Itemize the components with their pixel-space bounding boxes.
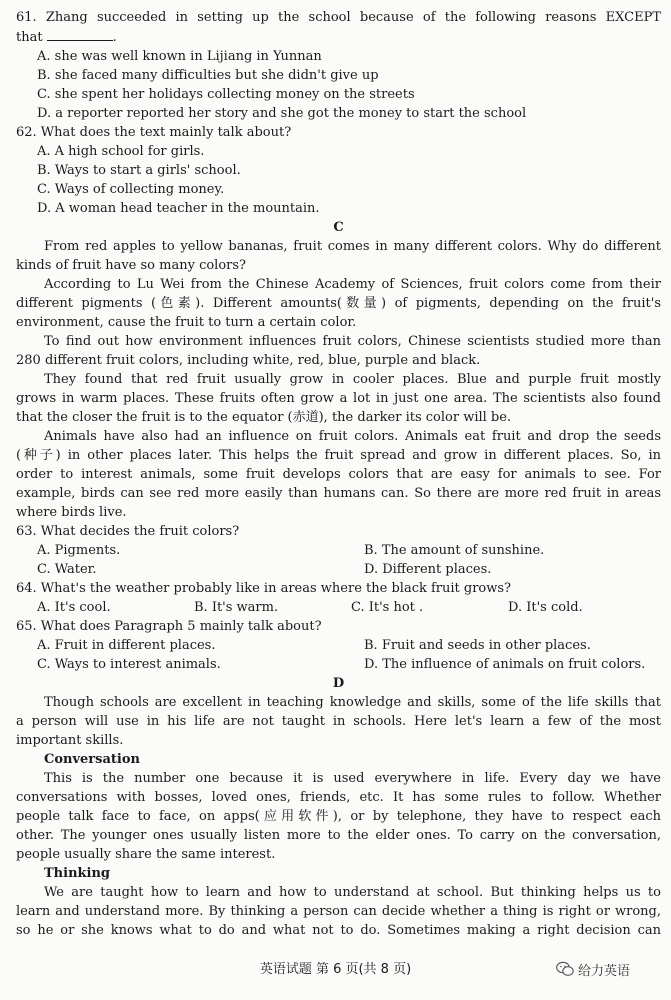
thinking-line: learn and understand more. By thinking a person can decide whether a thing is right or wrong, — [16, 904, 661, 919]
conversation-line: other. The younger ones usually listen more to the elder ones. To carry on the conversation, — [16, 828, 661, 843]
passage-d-intro-line: important skills. — [16, 733, 124, 748]
q63-options-row1 — [37, 541, 661, 560]
passage-d-intro-line: a person will use in his life are not taught in schools. Here let's learn a few of the most — [16, 714, 661, 729]
page-footer: 英语试题 第 6 页(共 8 页) — [259, 962, 412, 977]
q63-options-row2 — [37, 560, 661, 579]
q65-option-c: C. Ways to interest animals. — [37, 657, 221, 672]
conversation-line: This is the number one because it is used everywhere in life. Every day we have — [44, 771, 661, 786]
q61-option-c: C. she spent her holidays collecting money on the streets — [37, 87, 415, 102]
thinking-line: We are taught how to learn and how to understand at school. But thinking helps us to — [44, 885, 661, 900]
q65-option-d: D. The influence of animals on fruit colors. — [364, 657, 646, 672]
q64-option-d: D. It's cold. — [508, 600, 583, 615]
passage-c-line: (种子) in other places later. This helps the fruit spread and grow in different places. So, in — [16, 448, 661, 463]
watermark-text: 给力英语 — [578, 963, 631, 979]
q61-option-b: B. she faced many difficulties but she didn't give up — [37, 68, 379, 83]
q62-option-a: A. A high school for girls. — [37, 144, 205, 159]
passage-c-line: From red apples to yellow bananas, fruit comes in many different colors. Why do different — [44, 239, 661, 254]
conversation-line: conversations with bosses, loved ones, friends, etc. It has some rules to follow. Whether — [16, 790, 661, 805]
q63-option-a: A. Pigments. — [37, 543, 121, 558]
q65-options-row2 — [37, 655, 661, 674]
passage-c-line: According to Lu Wei from the Chinese Academy of Sciences, fruit colors come from their — [44, 277, 661, 292]
q62-stem: 62. What does the text mainly talk about? — [16, 125, 292, 140]
q63-option-c: C. Water. — [37, 562, 97, 577]
q61-option-a: A. she was well known in Lijiang in Yunnan — [37, 49, 322, 64]
passage-d-intro-line: Though schools are excellent in teaching knowledge and skills, some of the life skills that — [44, 695, 661, 710]
conversation-line: people usually share the same interest. — [16, 847, 276, 862]
q63-option-d: D. Different places. — [364, 562, 492, 577]
passage-c-line: grows in warm places. These fruits often grow a lot in just one area. The scientists also found — [16, 391, 661, 406]
passage-c-line: To find out how environment influences fruit colors, Chinese scientists studied more than — [44, 334, 661, 349]
q65-stem: 65. What does Paragraph 5 mainly talk about? — [16, 619, 322, 634]
q64-options-row — [37, 598, 661, 617]
passage-c-line: Animals have also had an influence on fruit colors. Animals eat fruit and drop the seeds — [44, 429, 661, 444]
q63-option-b: B. The amount of sunshine. — [364, 543, 545, 558]
q62-option-d: D. A woman head teacher in the mountain. — [37, 201, 320, 216]
section-title-thinking: Thinking — [44, 866, 111, 881]
answer-blank — [47, 28, 113, 41]
q64-option-b: B. It's warm. — [194, 600, 279, 615]
conversation-line: people talk face to face, on apps(应用软件), or by telephone, they have to respect each — [16, 809, 661, 824]
passage-c-line: where birds live. — [16, 505, 127, 520]
q64-stem: 64. What's the weather probably like in areas where the black fruit grows? — [16, 581, 512, 596]
thinking-line: so he or she knows what to do and what not to do. Sometimes making a right decision can — [16, 923, 661, 938]
passage-d-heading: D — [332, 676, 345, 691]
passage-c-heading: C — [333, 220, 344, 235]
watermark — [556, 958, 664, 980]
passage-c-line: order to interest animals, some fruit develops colors that are easy for animals to see. For — [16, 467, 661, 482]
q61-stem-cont: that . — [16, 30, 117, 45]
q65-option-a: A. Fruit in different places. — [37, 638, 216, 653]
passage-c-line: example, birds can see red more easily than humans can. So there are more red fruit in areas — [16, 486, 661, 501]
q63-stem: 63. What decides the fruit colors? — [16, 524, 240, 539]
passage-c-line: environment, cause the fruit to turn a certain color. — [16, 315, 357, 330]
q64-option-a: A. It's cool. — [37, 600, 111, 615]
q64-option-c: C. It's hot . — [351, 600, 424, 615]
passage-c-line: They found that red fruit usually grow in cooler places. Blue and purple fruit mostly — [44, 372, 661, 387]
passage-c-line: 280 different fruit colors, including white, red, blue, purple and black. — [16, 353, 481, 368]
wechat-icon — [556, 961, 574, 977]
passage-c-line: different pigments (色素). Different amounts(数量) of pigments, depending on the fruit's — [16, 296, 661, 311]
q62-option-c: C. Ways of collecting money. — [37, 182, 225, 197]
section-title-conversation: Conversation — [44, 752, 140, 767]
q61-option-d: D. a reporter reported her story and she got the money to start the school — [37, 106, 527, 121]
passage-c-line: that the closer the fruit is to the equator (赤道), the darker its color will be. — [16, 410, 512, 425]
q61-stem: 61. Zhang succeeded in setting up the school because of the following reasons EXCEPT — [16, 10, 661, 25]
q65-options-row1 — [37, 636, 661, 655]
q65-option-b: B. Fruit and seeds in other places. — [364, 638, 591, 653]
passage-c-line: kinds of fruit have so many colors? — [16, 258, 247, 273]
q62-option-b: B. Ways to start a girls' school. — [37, 163, 241, 178]
